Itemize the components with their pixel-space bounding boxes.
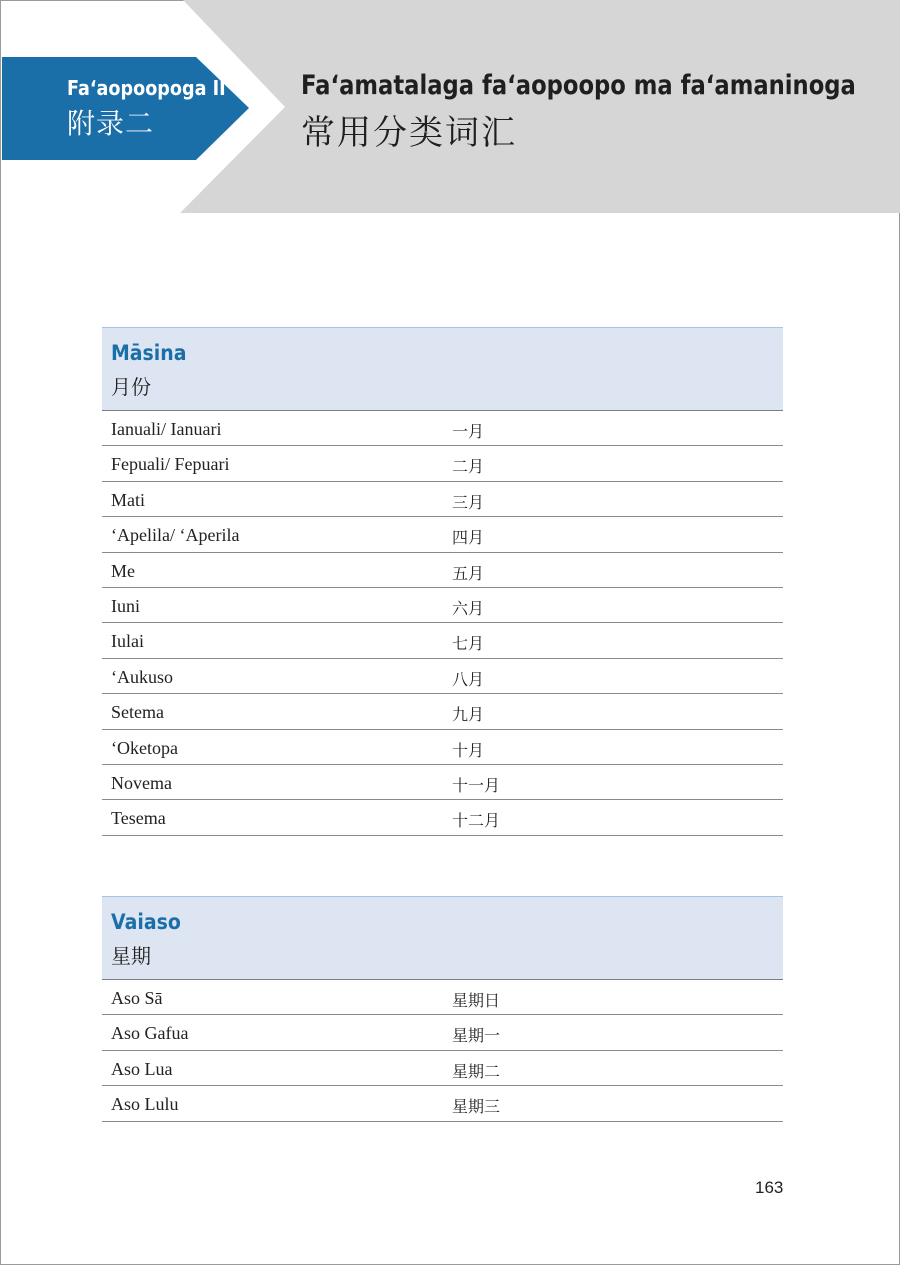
samoan-word: Iulai (111, 631, 144, 652)
table-row (102, 482, 783, 517)
chinese-word: 八月 (452, 669, 485, 689)
table-row (102, 1015, 783, 1050)
samoan-word: Iuni (111, 595, 140, 616)
samoan-word: ʻApelila/ ʻAperila (111, 525, 240, 546)
chinese-word: 十月 (452, 740, 485, 760)
chinese-word: 十二月 (452, 811, 501, 831)
chinese-word: 星期日 (452, 991, 501, 1010)
table-row (102, 730, 783, 765)
weekdays-heading-chinese: 星期 (111, 944, 151, 968)
months-rows (102, 411, 783, 836)
weekdays-rows (102, 980, 783, 1122)
samoan-word: ʻAukuso (111, 666, 173, 687)
samoan-word: ʻOketopa (111, 737, 178, 758)
samoan-word: Mati (111, 489, 145, 510)
title-samoan: Faʻamatalaga faʻaopoopo ma faʻamaninoga (301, 70, 856, 101)
months-heading-samoan: Māsina (111, 341, 187, 365)
samoan-word: Tesema (111, 808, 166, 829)
samoan-word: Aso Sā (111, 988, 163, 1008)
weekdays-table (102, 896, 783, 1122)
samoan-word: Setema (111, 702, 164, 723)
table-row (102, 623, 783, 658)
table-row (102, 553, 783, 588)
table-row (102, 765, 783, 800)
table-row (102, 411, 783, 446)
samoan-word: Aso Lua (111, 1058, 173, 1079)
table-row (102, 517, 783, 552)
table-row (102, 694, 783, 729)
months-table (102, 327, 783, 836)
months-table-header (102, 327, 783, 411)
samoan-word: Aso Gafua (111, 1023, 189, 1044)
chinese-word: 星期二 (452, 1061, 501, 1081)
page-title (301, 70, 900, 154)
chinese-word: 星期一 (452, 1026, 501, 1046)
appendix-label (67, 76, 247, 142)
samoan-word: Fepuali/ Fepuari (111, 454, 230, 475)
table-row (102, 980, 783, 1015)
table-row (102, 659, 783, 694)
chinese-word: 星期三 (452, 1097, 501, 1117)
page-number: 163 (755, 1178, 784, 1197)
weekdays-table-header (102, 896, 783, 980)
weekdays-heading-samoan: Vaiaso (111, 910, 181, 934)
chinese-word: 七月 (452, 634, 485, 654)
appendix-samoan: Faʻaopoopoga II (67, 76, 226, 100)
table-row (102, 588, 783, 623)
chinese-word: 一月 (452, 422, 485, 441)
table-row (102, 1086, 783, 1121)
appendix-chinese: 附录二 (67, 107, 155, 140)
chinese-word: 六月 (452, 598, 485, 618)
samoan-word: Ianuali/ Ianuari (111, 419, 222, 439)
samoan-word: Aso Lulu (111, 1094, 179, 1115)
table-row (102, 1051, 783, 1086)
chinese-word: 二月 (452, 457, 485, 477)
samoan-word: Novema (111, 772, 172, 793)
title-chinese: 常用分类词汇 (301, 113, 517, 153)
chinese-word: 四月 (452, 528, 485, 548)
chinese-word: 三月 (452, 492, 485, 512)
chinese-word: 九月 (452, 705, 485, 725)
chinese-word: 五月 (452, 563, 485, 583)
chinese-word: 十一月 (452, 775, 501, 795)
table-row (102, 800, 783, 835)
table-row (102, 446, 783, 481)
samoan-word: Me (111, 560, 135, 581)
months-heading-chinese: 月份 (111, 375, 151, 399)
